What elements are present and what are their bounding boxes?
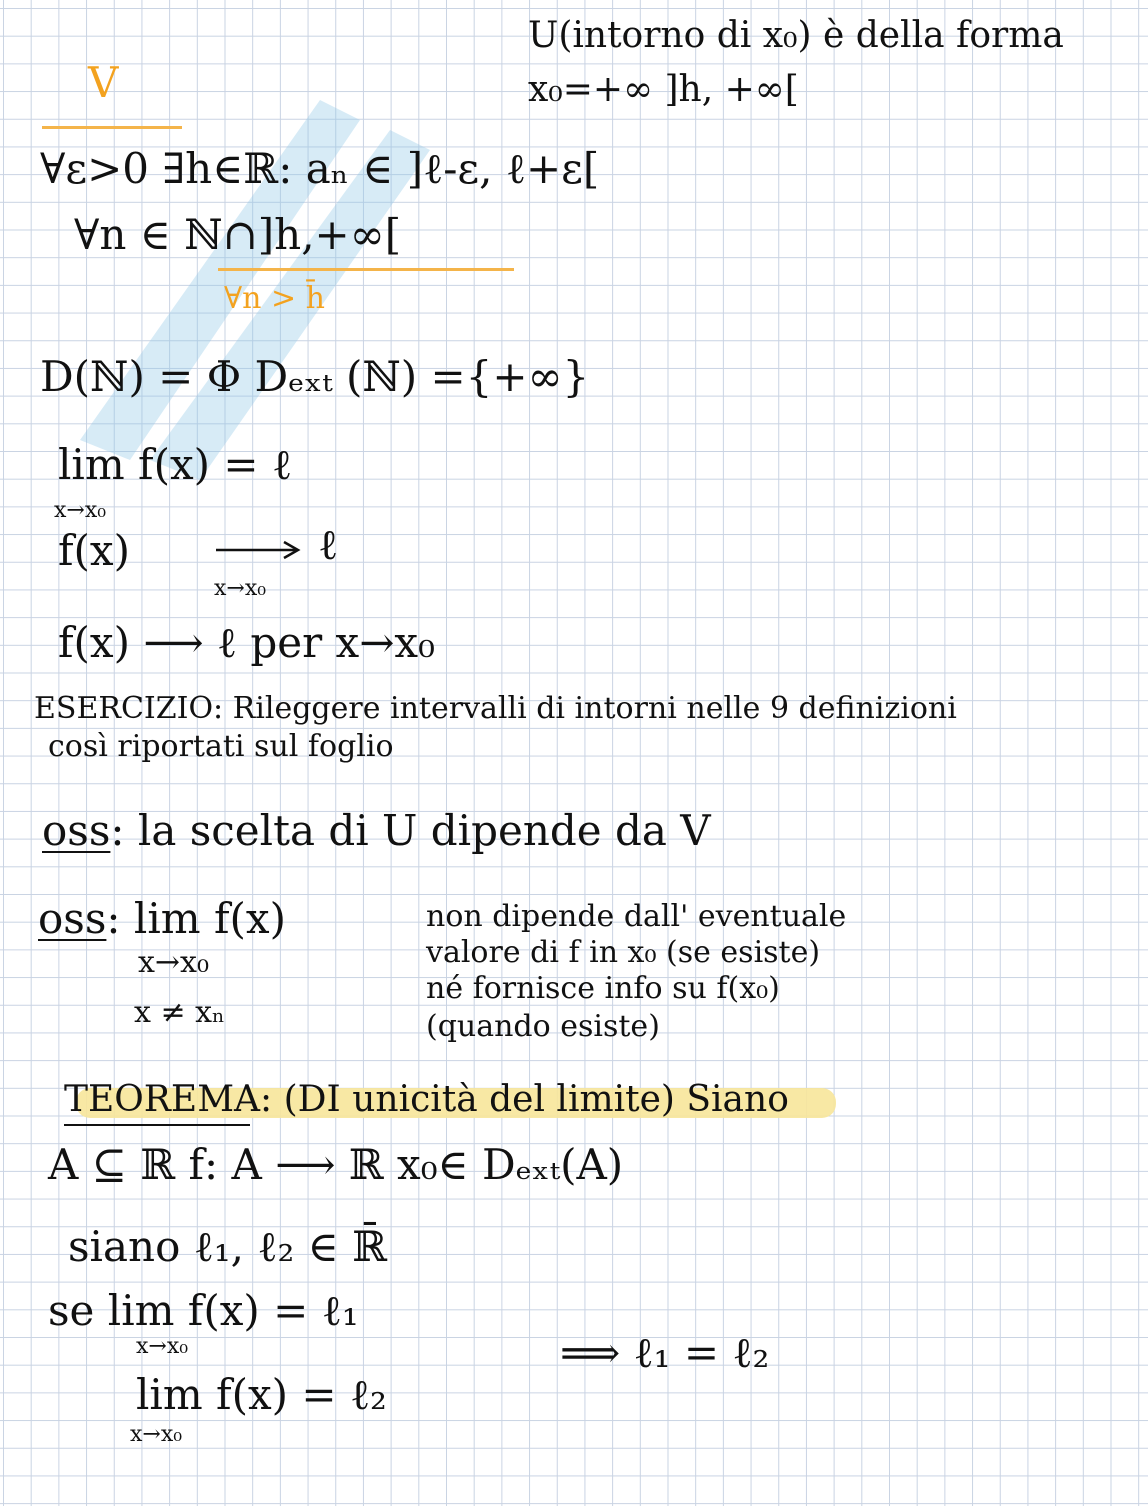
oss2-label: oss [38,894,107,943]
oss1-text: : la scelta di U dipende da V [110,806,711,855]
arrow-1-icon [214,538,304,562]
orange-rule-top [42,126,182,129]
definition-line2: ∀n ∈ ℕ∩]h,+∞[ [74,210,402,259]
exercise-line2: così riportati sul foglio [48,729,394,764]
oss2-desc3: né fornisce info su f(x₀) [426,971,780,1006]
oss2-lim-sub: x→x₀ [138,945,210,980]
theorem-lim2-sub: x→x₀ [130,1422,183,1447]
header-line2: x₀=+∞ ]h, +∞[ [528,69,799,110]
exercise-line1: ESERCIZIO: Rileggere intervalli di intorni nelle 9 definizioni [34,691,957,726]
theorem-hyp2: siano ℓ₁, ℓ₂ ∈ ℝ̄ [68,1222,388,1271]
theorem-lim2: lim f(x) = ℓ₂ [136,1370,387,1419]
v-mark: V [88,58,119,107]
theorem-title-tail: Siano [674,1079,789,1120]
theorem-conclusion: ⟹ ℓ₁ = ℓ₂ [560,1328,770,1377]
definition-line3: ∀n > h̄ [224,281,325,316]
oss2-desc2: valore di f in x₀ (se esiste) [426,935,821,970]
arrow-1-right: ℓ [318,520,339,569]
theorem-hyp1: A ⊆ ℝ f: A ⟶ ℝ x₀∈ Dₑₓₜ(A) [48,1140,624,1189]
theorem-if-lim1-sub: x→x₀ [136,1334,189,1359]
limit-1-sub: x→x₀ [54,498,107,523]
orange-rule-mid [218,268,514,271]
arrow-1-left: f(x) [58,526,131,575]
theorem-title-row [64,1079,789,1120]
derived-set: D(ℕ) = Φ Dₑₓₜ (ℕ) ={+∞} [40,352,590,401]
theorem-title: TEOREMA: (DI unicità del limite) [64,1079,675,1120]
theorem-underline [64,1124,250,1126]
arrow-2: f(x) ⟶ ℓ per x→x₀ [58,618,435,667]
arrow-1-sub: x→x₀ [214,576,267,601]
header-line1: U(intorno di x₀) è della forma [528,15,1064,56]
oss1-label: oss [42,806,111,855]
definition-line1: ∀ε>0 ∃h∈ℝ: aₙ ∈ ]ℓ-ε, ℓ+ε[ [40,144,600,193]
oss2-cond: x ≠ xₙ [134,995,226,1030]
theorem-if-lim1: se lim f(x) = ℓ₁ [48,1286,359,1335]
oss1-row [42,806,711,855]
oss2-lim: : lim f(x) [106,894,286,943]
oss2-row [38,894,286,943]
oss2-desc4: (quando esiste) [426,1009,660,1044]
oss2-desc1: non dipende dall' eventuale [426,899,847,934]
limit-1: lim f(x) = ℓ [58,440,293,489]
